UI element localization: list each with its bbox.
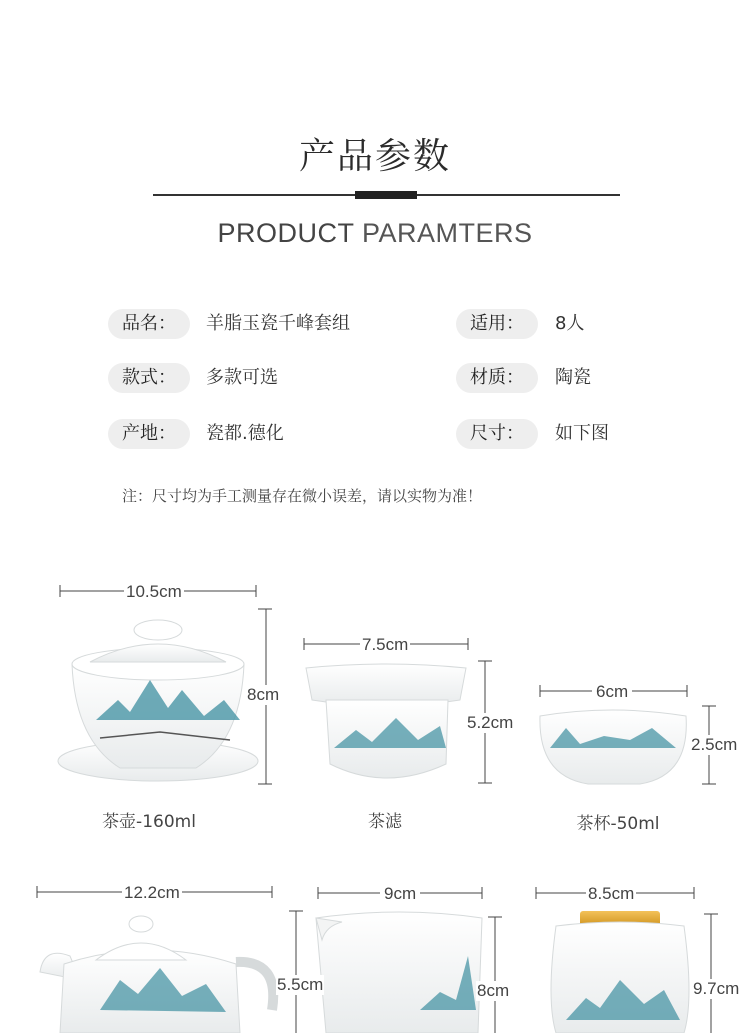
tea-caddy-image: [551, 911, 689, 1033]
filter-height: 5.2cm: [467, 713, 514, 732]
param-label-size: 尺寸：: [456, 419, 538, 449]
teapot-height: 5.5cm: [277, 975, 324, 994]
param-label-usage: 适用：: [456, 309, 538, 339]
tea-cup-image: [540, 710, 686, 784]
filter-width: 7.5cm: [362, 635, 409, 654]
page-title: 产品参数: [298, 136, 451, 177]
param-value-name: 羊脂玉瓷千峰套组: [206, 313, 350, 334]
cup-width: 6cm: [592, 682, 632, 702]
param-value-style: 多款可选: [206, 367, 278, 388]
cup-height: 2.5cm: [691, 735, 738, 754]
gaiwan-image: [58, 620, 258, 781]
param-value-origin: 瓷都.德化: [206, 423, 284, 444]
param-label-material: 材质：: [456, 363, 538, 393]
param-label-origin: 产地：: [108, 419, 190, 449]
gaiwan-caption: 茶壶-160ml: [102, 812, 196, 832]
teapot-image: [40, 916, 273, 1033]
param-label-name: 品名：: [108, 309, 190, 339]
subtitle-light: PARAMTERS: [353, 218, 533, 248]
param-value-usage: 8人: [555, 313, 585, 334]
param-value-material: 陶瓷: [555, 367, 591, 388]
tea-filter-image: [306, 664, 466, 778]
gaiwan-height: 8cm: [247, 685, 280, 704]
gaiwan-width: 10.5cm: [126, 582, 182, 601]
pitcher-width: 9cm: [380, 884, 420, 904]
caddy-height: 9.7cm: [693, 979, 740, 998]
teapot-width: 12.2cm: [124, 883, 180, 902]
caddy-width: 8.5cm: [588, 884, 635, 903]
subtitle-strong: PRODUCT: [217, 218, 354, 248]
measurement-note: 注：尺寸均为手工测量存在微小误差，请以实物为准！: [122, 487, 483, 505]
fairness-pitcher-image: [316, 912, 482, 1033]
filter-caption: 茶滤: [368, 812, 402, 832]
pitcher-height: 8cm: [477, 981, 510, 1000]
param-label-style: 款式：: [108, 363, 190, 393]
cup-caption: 茶杯-50ml: [576, 814, 660, 834]
param-value-size: 如下图: [555, 423, 609, 444]
